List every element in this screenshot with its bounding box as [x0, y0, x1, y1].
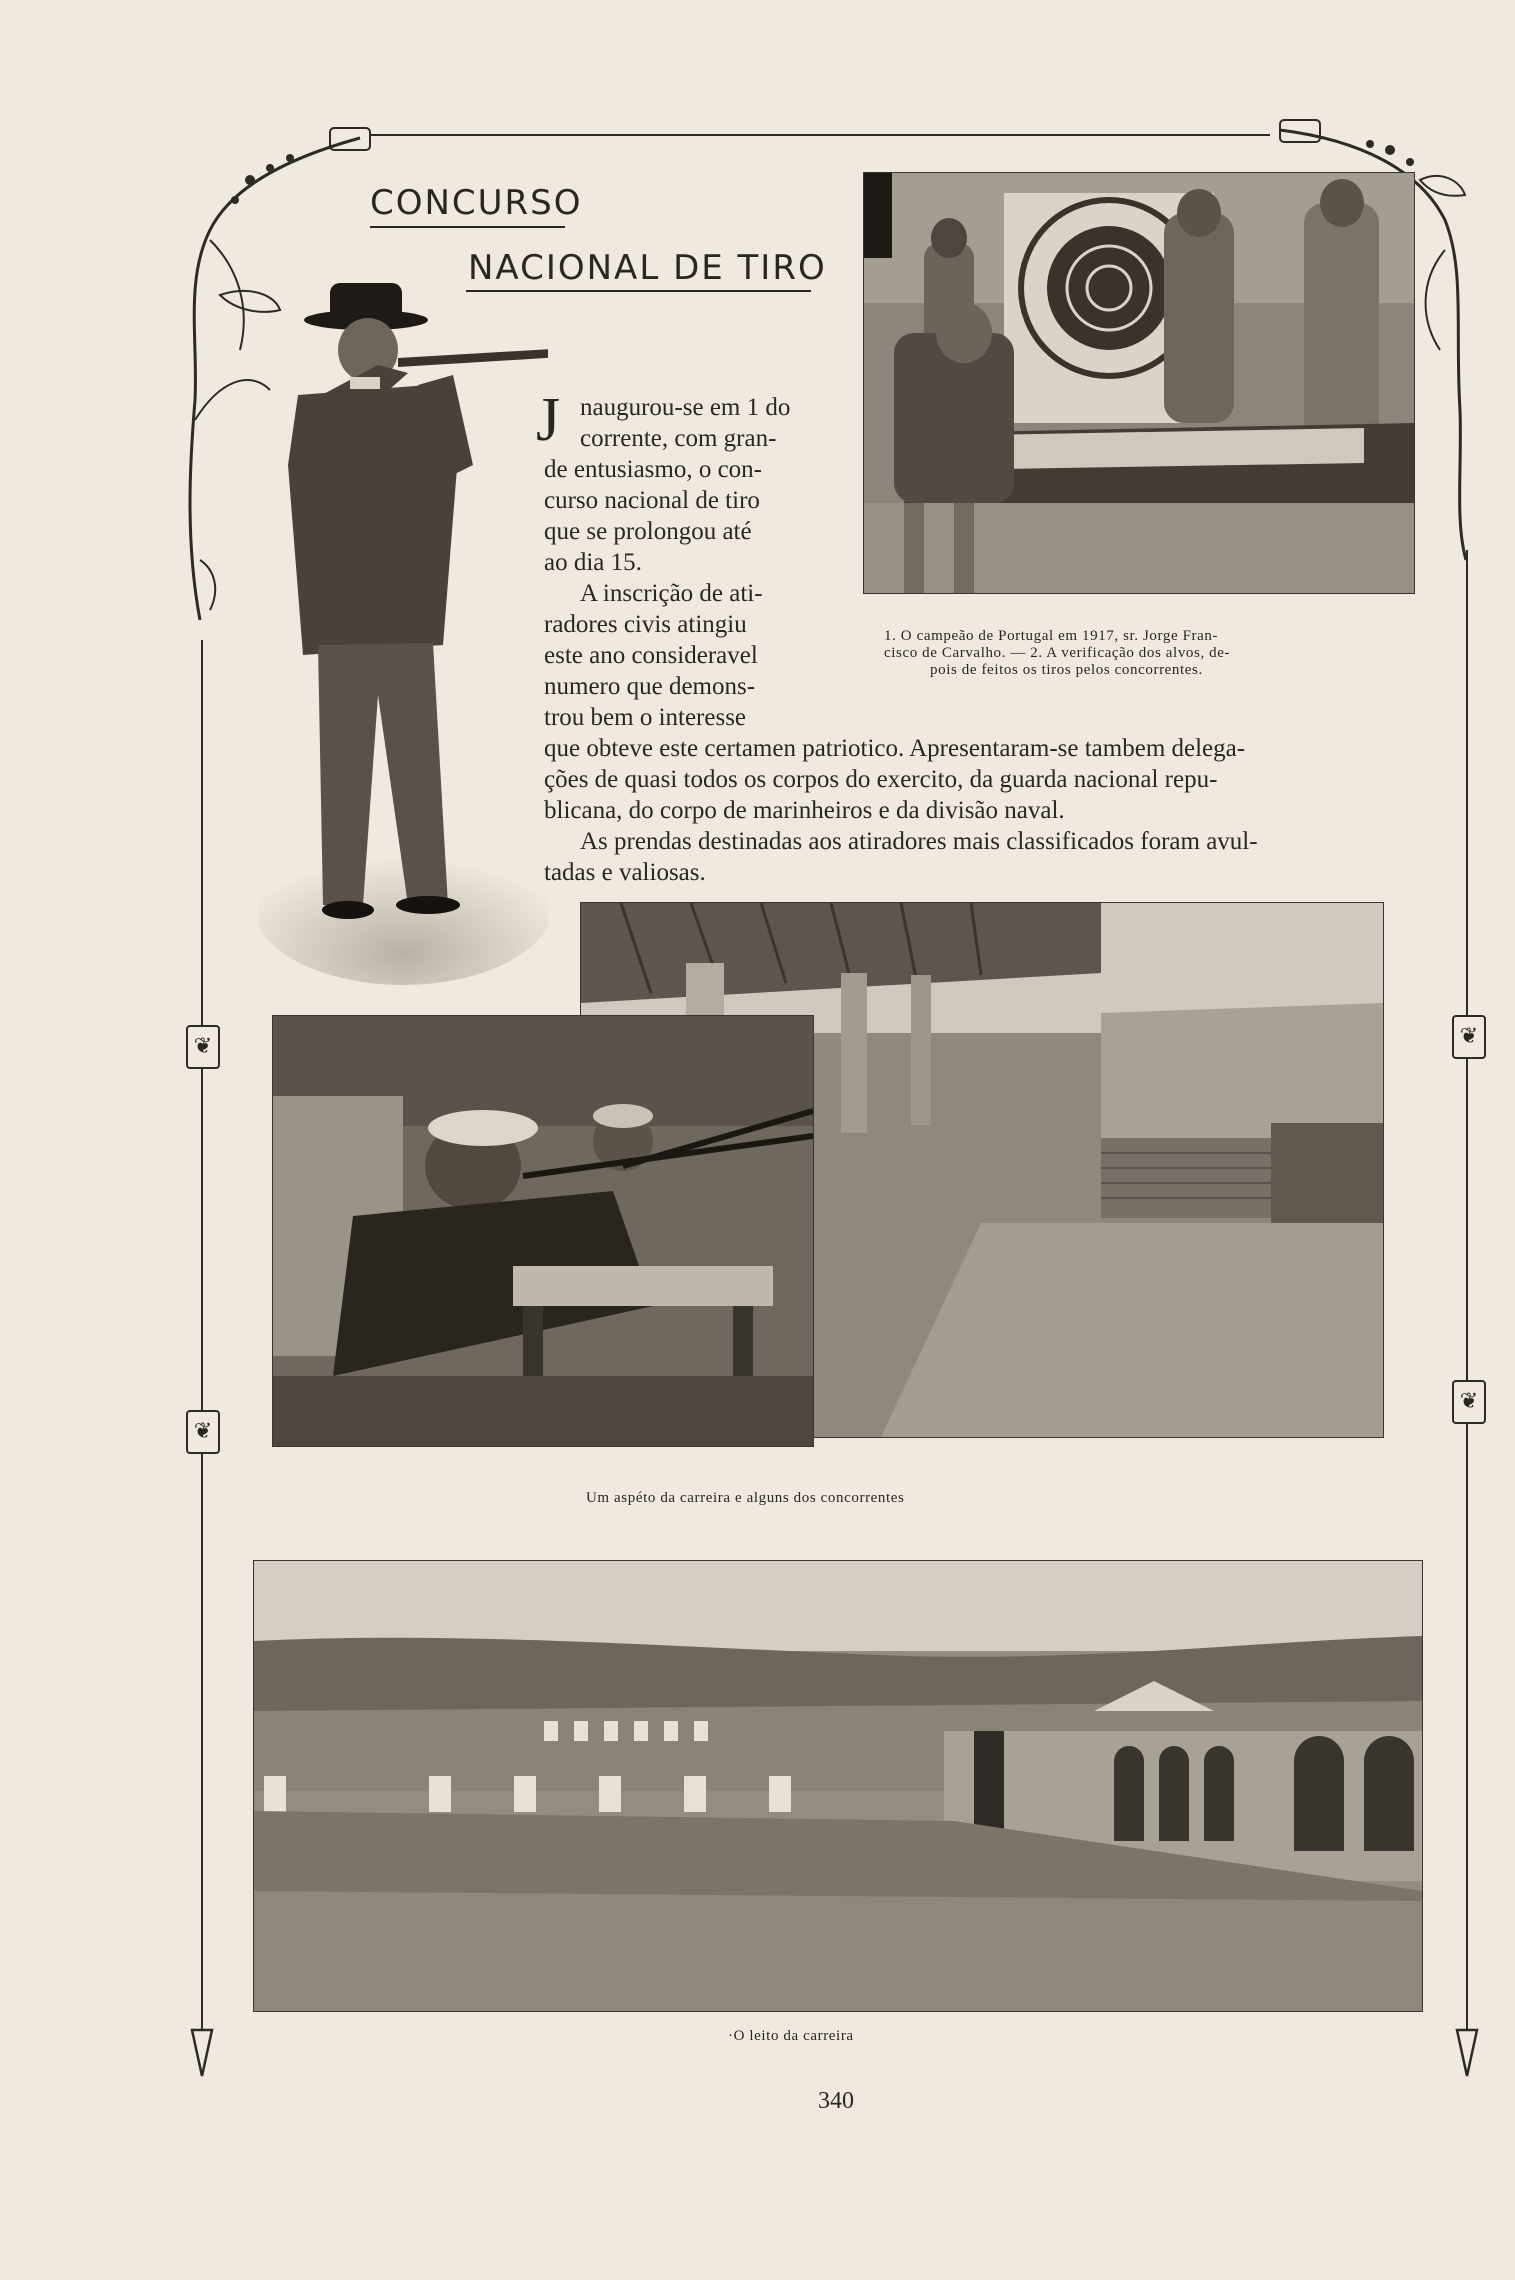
- title-underline: [370, 226, 565, 228]
- caption-top-photos: pois de feitos os tiros pelos concorrentes.: [930, 662, 1203, 678]
- photo-range-bed: [253, 1560, 1423, 2012]
- border-ornament-icon: ❦: [1452, 1380, 1486, 1424]
- article-line: este ano consideravel: [544, 642, 758, 669]
- border-ornament-icon: ❦: [186, 1025, 220, 1069]
- article-line: ções de quasi todos os corpos do exercito, da guarda nacional repu-: [544, 766, 1218, 793]
- article-line: A inscrição de ati-: [580, 580, 763, 607]
- photo-shooters-firing: [272, 1015, 814, 1447]
- article-line: numero que demons-: [544, 673, 756, 700]
- border-ornament-icon: ❦: [186, 1410, 220, 1454]
- right-border-rule: [1466, 550, 1468, 2030]
- border-ornament-icon: ❦: [1452, 1015, 1486, 1059]
- article-line: corrente, com gran-: [580, 425, 777, 452]
- caption-middle-photo: Um aspéto da carreira e alguns dos concorrentes: [586, 1490, 905, 1506]
- drop-cap: J: [536, 386, 561, 454]
- article-line: de entusiasmo, o con-: [544, 456, 763, 483]
- caption-bottom-photo: ·O leito da carreira: [728, 2028, 854, 2044]
- left-border-rule: [201, 640, 203, 2030]
- article-line: que se prolongou até: [544, 518, 752, 545]
- article-line: ao dia 15.: [544, 549, 642, 576]
- article-line: blicana, do corpo de marinheiros e da divisão naval.: [544, 797, 1065, 824]
- article-line: radores civis atingiu: [544, 611, 747, 638]
- caption-top-photos: 1. O campeão de Portugal em 1917, sr. Jorge Fran-: [884, 628, 1219, 644]
- top-border-rule: [370, 134, 1270, 136]
- page-number: 340: [818, 2088, 854, 2114]
- arrow-down-icon: [1455, 2028, 1479, 2078]
- photo-marksman: [258, 265, 548, 985]
- article-line: curso nacional de tiro: [544, 487, 760, 514]
- article-line: trou bem o interesse: [544, 704, 747, 731]
- caption-top-photos: cisco de Carvalho. — 2. A verificação dos alvos, de-: [884, 645, 1231, 661]
- arrow-down-icon: [190, 2028, 214, 2078]
- article-line: naugurou-se em 1 do: [580, 394, 791, 421]
- title-line-2: NACIONAL DE TIRO: [468, 248, 827, 288]
- title-line-1: CONCURSO: [370, 183, 583, 223]
- article-line: As prendas destinadas aos atiradores mais classificados foram avul-: [580, 828, 1258, 855]
- article-line: que obteve este certamen patriotico. Apresentaram-se tambem delega-: [544, 735, 1246, 762]
- article-line: tadas e valiosas.: [544, 859, 706, 886]
- photo-target-verification: [863, 172, 1415, 594]
